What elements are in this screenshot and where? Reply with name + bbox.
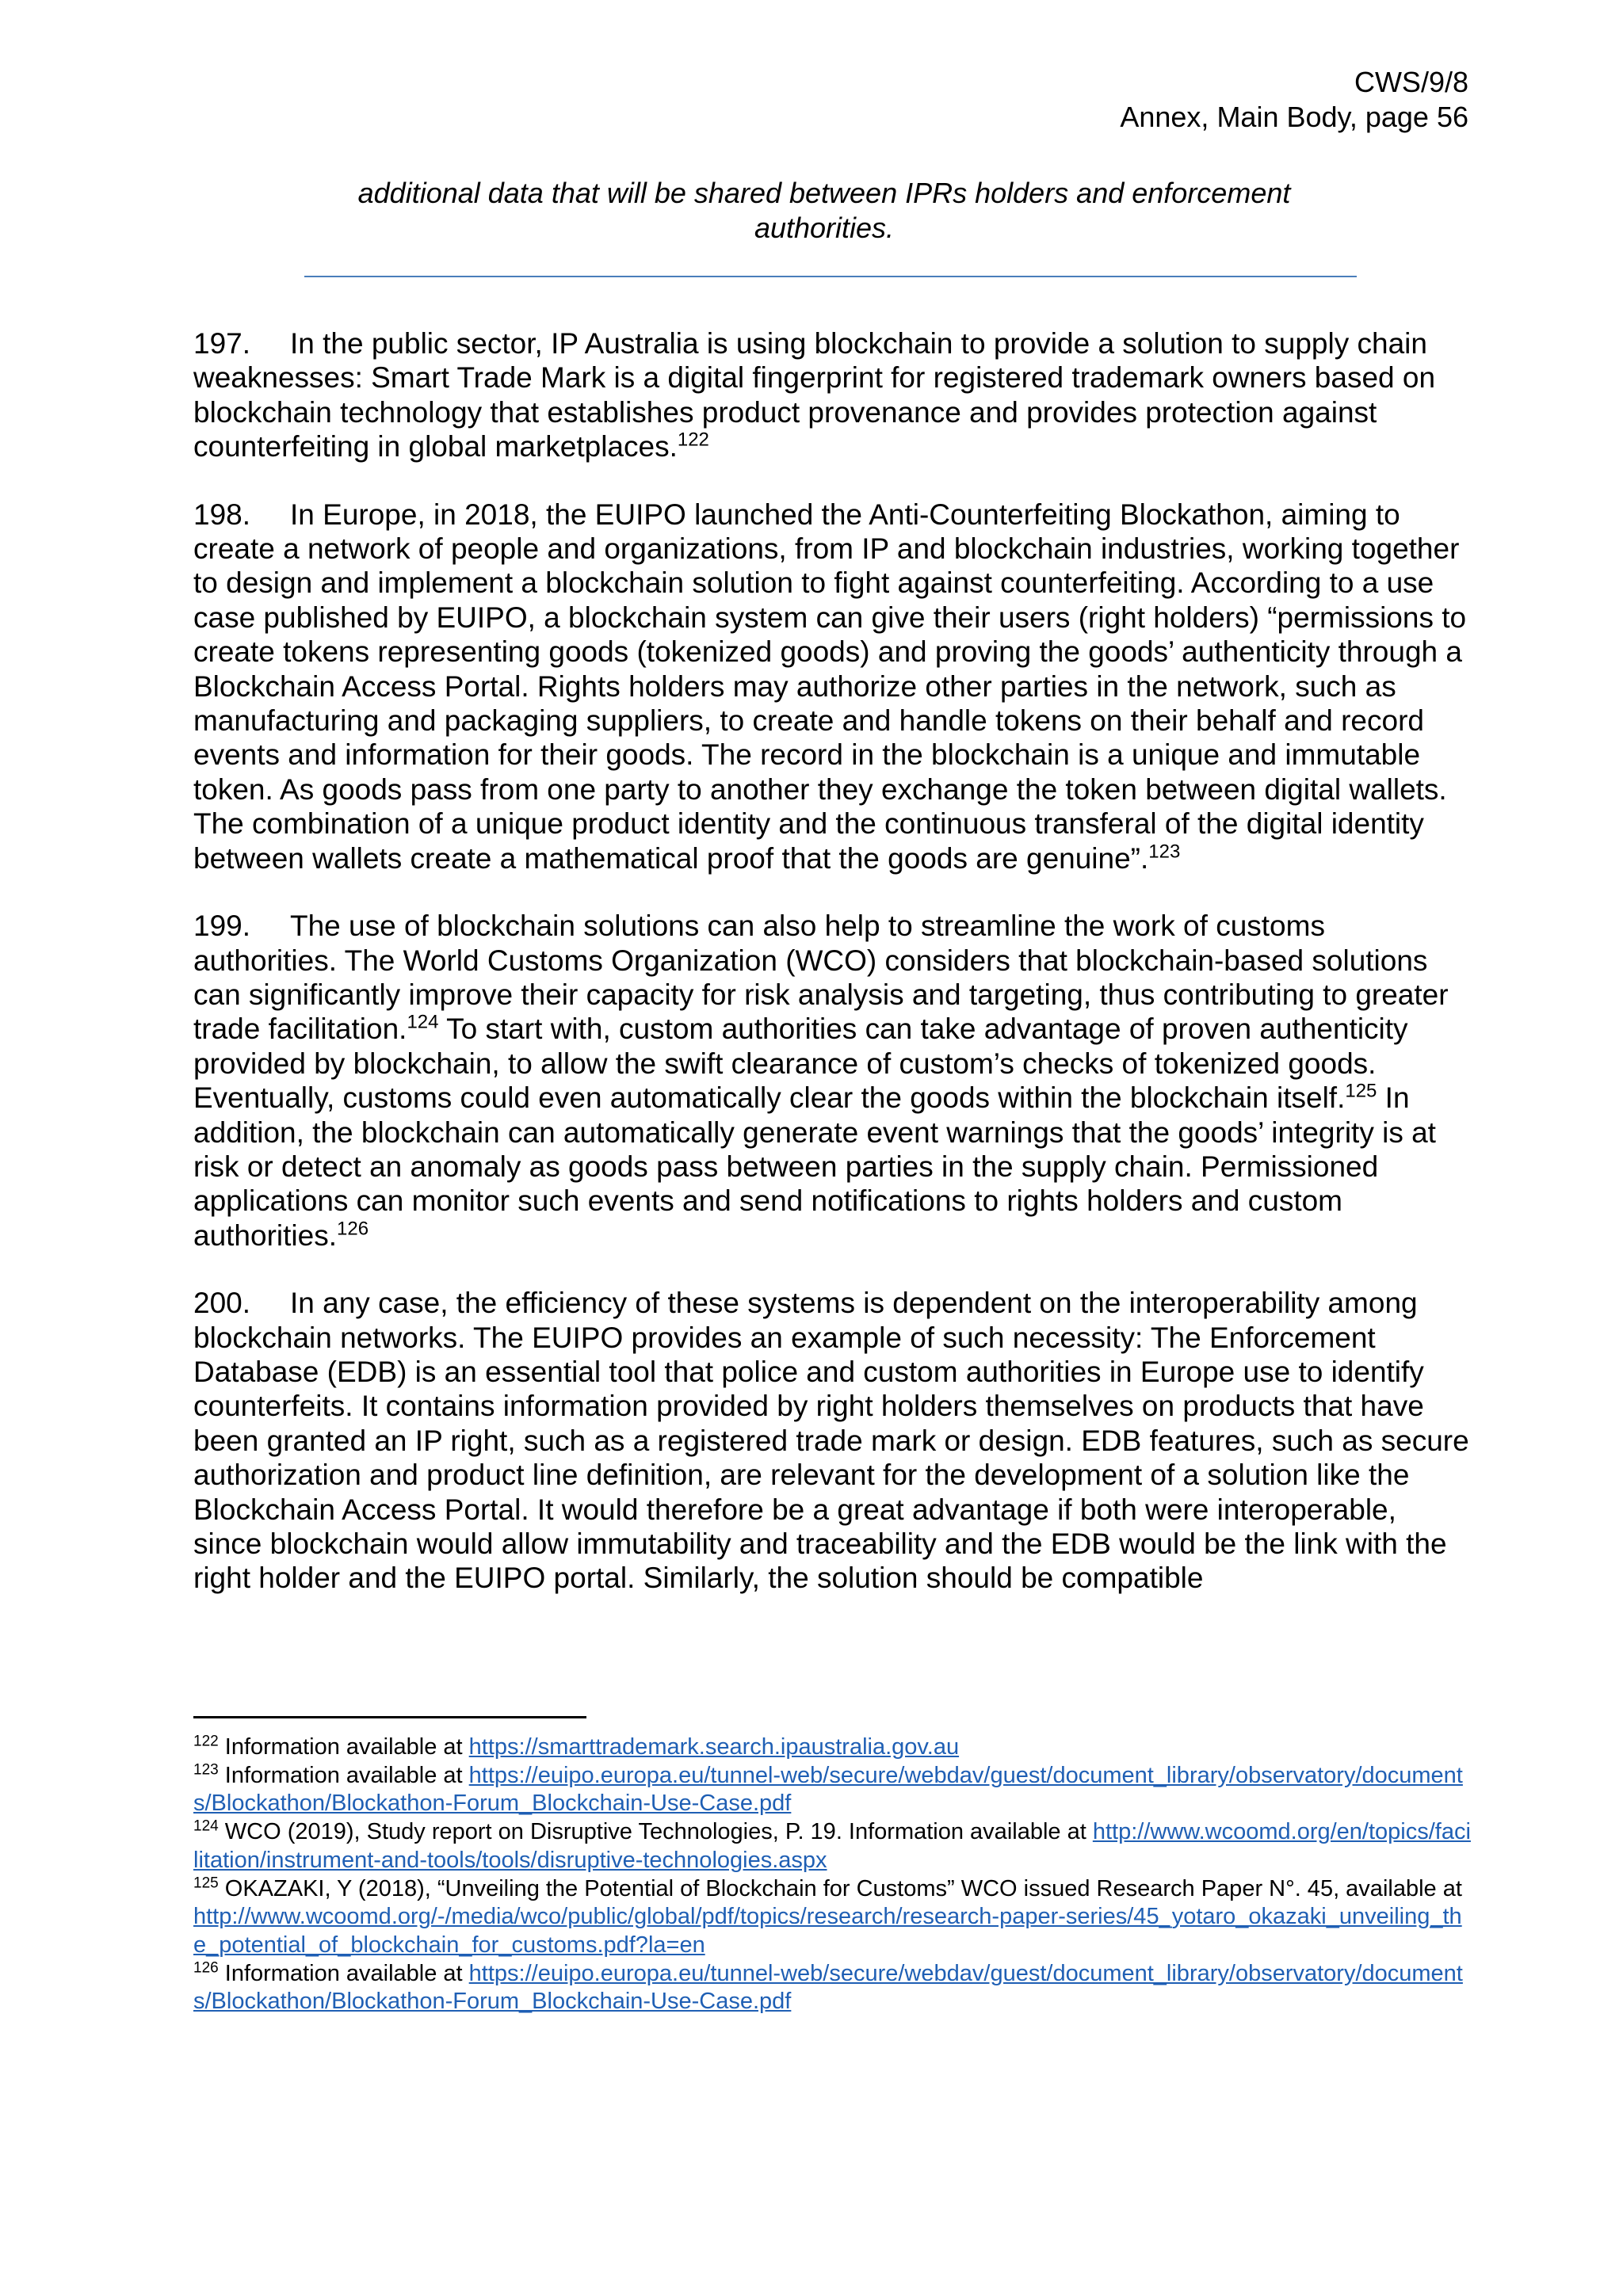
footnote-text: Information available at (224, 1762, 469, 1788)
footnote-reference[interactable]: 123 (1148, 841, 1181, 863)
paragraph-197 (193, 326, 1471, 464)
page-header (1120, 65, 1468, 135)
main-body (193, 326, 1471, 1629)
footnote-number: 123 (193, 1761, 219, 1779)
paragraph-number: 199. (193, 910, 251, 943)
footnote-number: 125 (193, 1874, 219, 1891)
footnote-122 (193, 1733, 1471, 1762)
footnote-number: 126 (193, 1958, 219, 1976)
footnote-reference[interactable]: 122 (677, 429, 709, 451)
paragraph-text: In the public sector, IP Australia is using blockchain to provide a solution to supply chain weaknesses: Smart Trade Mark is a digital fingerprint for registered trademark owners based on blockchain technology that establishes product provenance and provides protection against counterfeiting in global marketplaces. (193, 327, 1436, 463)
footnote-reference[interactable]: 124 (407, 1011, 439, 1033)
quoted-text: additional data that will be shared between IPRs holders and enforcement authorities. (357, 177, 1291, 244)
footnote-link[interactable]: https://euipo.europa.eu/tunnel-web/secure/webdav/guest/document_library/observatory/documents/Blockathon/Blockathon-Forum_Blockchain-Use-Case.pdf (193, 1762, 1463, 1817)
footnote-link[interactable]: https://smarttrademark.search.ipaustralia.gov.au (468, 1734, 960, 1760)
footnote-link[interactable]: http://www.wcoomd.org/en/topics/facilitation/instrument-and-tools/tools/disruptive-technologies.aspx (193, 1819, 1471, 1873)
paragraph-199 (193, 909, 1471, 1253)
paragraph-text: To start with, custom authorities can take advantage of proven authenticity provided by blockchain, to allow the swift clearance of custom’s checks of tokenized goods. Eventually, customs could even automatically clear the goods within the blockchain itself. (193, 1013, 1408, 1115)
footnotes (193, 1733, 1471, 2016)
paragraph-number: 200. (193, 1287, 251, 1320)
footnote-number: 124 (193, 1817, 219, 1835)
paragraph-number: 198. (193, 498, 251, 531)
footnote-123 (193, 1762, 1471, 1818)
quote-divider (304, 276, 1357, 277)
footnote-separator (193, 1716, 586, 1718)
paragraph-text: The use of blockchain solutions can also help to streamline the work of customs authorities. The World Customs Organization (WCO) considers that blockchain-based solutions can significantly improve their capacity for risk analysis and targeting, thus contributing to greater trade facilitation. (193, 910, 1449, 1046)
paragraph-text: In addition, the blockchain can automatically generate event warnings that the goods’ integrity is at risk or detect an anomaly as goods pass between parties in the supply chain. Permissioned applications can monitor such events and send notifications to rights holders and custom authorities. (193, 1081, 1436, 1252)
paragraph-198 (193, 498, 1471, 875)
footnote-reference[interactable]: 125 (1345, 1080, 1377, 1102)
footnote-reference[interactable]: 126 (337, 1218, 369, 1240)
document-code: CWS/9/8 (1354, 66, 1468, 98)
paragraph-200 (193, 1286, 1471, 1596)
footnote-number: 122 (193, 1733, 219, 1750)
footnote-text: Information available at (224, 1734, 469, 1760)
paragraph-text: In Europe, in 2018, the EUIPO launched the Anti-Counterfeiting Blockathon, aiming to create a network of people and organizations, from IP and blockchain industries, working together to design and implement a blockchain solution to fight against counterfeiting. According to a use case published by EUIPO, a blockchain system can give their users (right holders) “permissions to create tokens representing goods (tokenized goods) and proving the goods’ authenticity through a Blockchain Access Portal. Rights holders may authorize other parties in the network, such as manufacturing and packaging suppliers, to create and handle tokens on their behalf and record events and information for their goods. The record in the blockchain is a unique and immutable token. As goods pass from one party to another they exchange the token between digital wallets. The combination of a unique product identity and the continuous transferal of the digital identity between wallets create a mathematical proof that the goods are genuine”. (193, 498, 1467, 875)
paragraph-number: 197. (193, 327, 251, 360)
footnote-125 (193, 1875, 1471, 1960)
footnote-126 (193, 1960, 1471, 2016)
footnote-124 (193, 1818, 1471, 1875)
paragraph-text: In any case, the efficiency of these systems is dependent on the interoperability among blockchain networks. The EUIPO provides an example of such necessity: The Enforcement Database (EDB) is an essential tool that police and custom authorities in Europe use to identify counterfeits. It contains information provided by right holders themselves on products that have been granted an IP right, such as a registered trade mark or design. EDB features, such as secure authorization and product line definition, are relevant for the development of a solution like the Blockchain Access Portal. It would therefore be a great advantage if both were interoperable, since blockchain would allow immutability and traceability and the EDB would be the link with the right holder and the EUIPO portal. Similarly, the solution should be compatible (193, 1287, 1469, 1595)
page-reference: Annex, Main Body, page 56 (1120, 101, 1468, 133)
footnote-text: Information available at (224, 1960, 469, 1986)
footnote-link[interactable]: http://www.wcoomd.org/-/media/wco/public/global/pdf/topics/research/research-paper-series/45_yotaro_okazaki_unveiling_the_potential_of_blockchain_for_customs.pdf?la=en (193, 1904, 1462, 1958)
footnote-text: OKAZAKI, Y (2018), “Unveiling the Potential of Blockchain for Customs” WCO issued Research Paper N°. 45, available at (224, 1875, 1462, 1901)
footnote-text: WCO (2019), Study report on Disruptive Technologies, P. 19. Information available at (224, 1819, 1093, 1845)
footnote-link[interactable]: https://euipo.europa.eu/tunnel-web/secure/webdav/guest/document_library/observatory/documents/Blockathon/Blockathon-Forum_Blockchain-Use-Case.pdf (193, 1960, 1463, 2015)
